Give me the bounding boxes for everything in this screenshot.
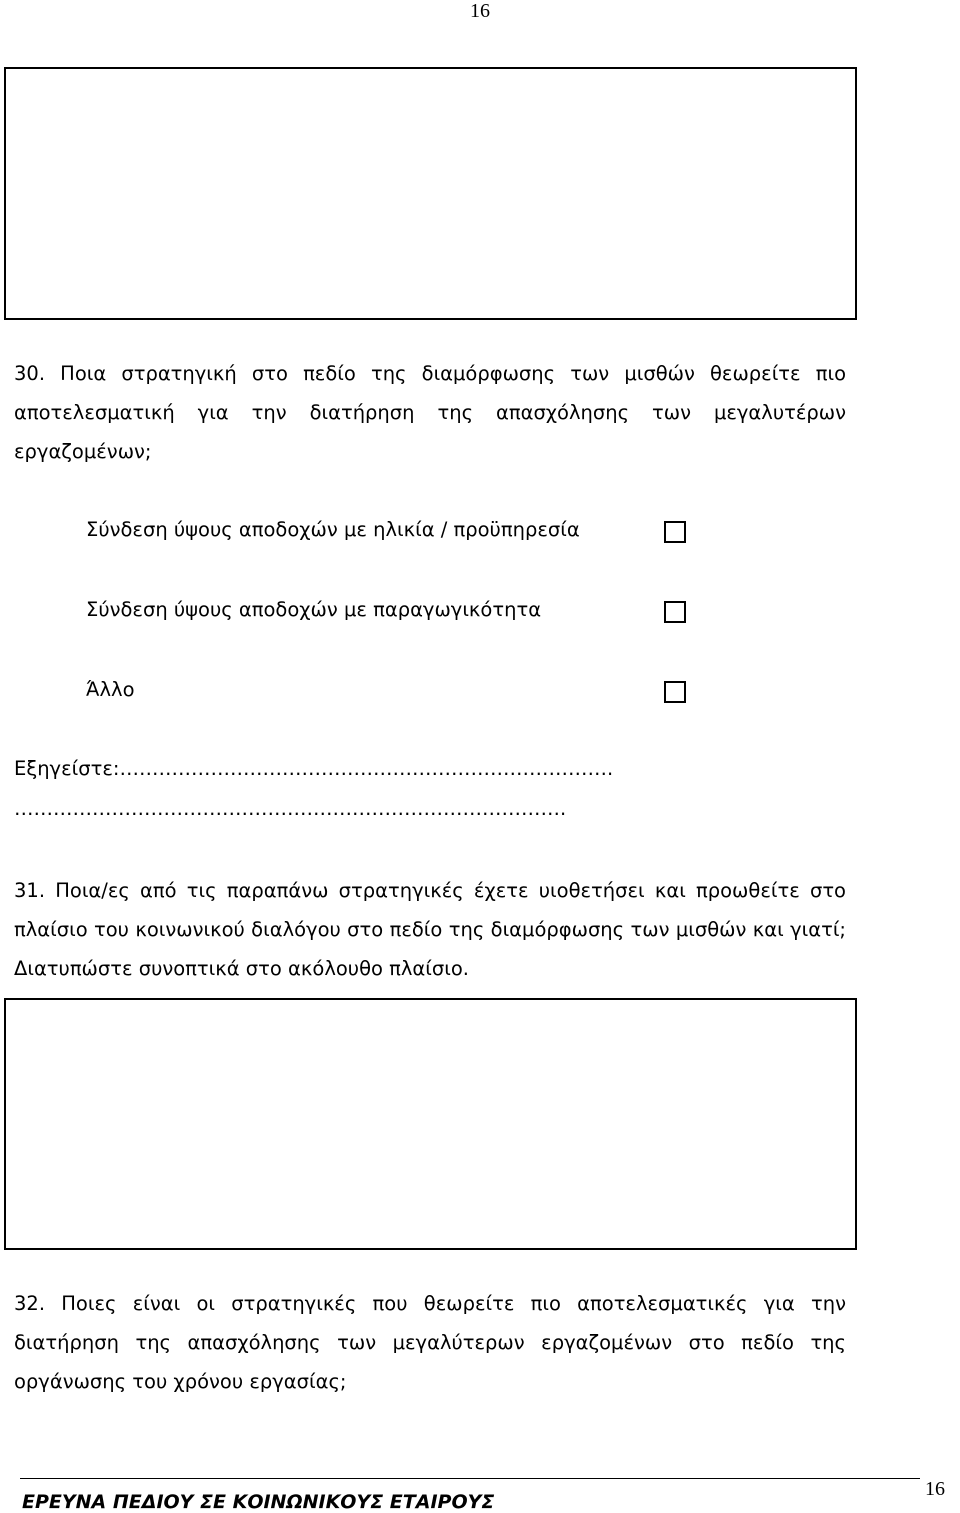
answer-box-q29[interactable] bbox=[4, 67, 857, 320]
checkbox-age-seniority[interactable] bbox=[664, 521, 686, 543]
question-32-text: 32. Ποιες είναι οι στρατηγικές που θεωρείτε πιο αποτελεσματικές για την διατήρηση της απασχόλησης των μεγαλύτερων εργαζομένων στο πεδίο της οργάνωσης του χρόνου εργασίας; bbox=[14, 1292, 846, 1393]
question-31-text: 31. Ποια/ες από τις παραπάνω στρατηγικές έχετε υιοθετήσει και προωθείτε στο πλαίσιο του κοινωνικού διαλόγου στο πεδίο της διαμόρφωσης των μισθών και γιατί; Διατυπώστε συνοπτικά στο ακόλουθο πλαίσιο. bbox=[14, 879, 846, 980]
page-number-top: 16 bbox=[470, 0, 490, 22]
option-label-productivity: Σύνδεση ύψους αποδοχών με παραγωγικότητα bbox=[86, 598, 542, 621]
answer-box-q31[interactable] bbox=[4, 998, 857, 1250]
footer-divider bbox=[20, 1478, 920, 1479]
option-label-other: Άλλο bbox=[86, 678, 135, 701]
explain-dots-2[interactable]: …………………………………………………………………………. bbox=[14, 797, 567, 820]
explain-dots-1: …………………………………………………………………. bbox=[119, 757, 614, 780]
checkbox-other[interactable] bbox=[664, 681, 686, 703]
question-30-text: 30. Ποια στρατηγική στο πεδίο της διαμόρφωσης των μισθών θεωρείτε πιο αποτελεσματική για την διατήρηση της απασχόλησης των μεγαλυτέρων εργαζομένων; bbox=[14, 362, 846, 463]
checkbox-productivity[interactable] bbox=[664, 601, 686, 623]
footer-title: ΕΡΕΥΝΑ ΠΕΔΙΟΥ ΣΕ ΚΟΙΝΩΝΙΚΟΥΣ ΕΤΑΙΡΟΥΣ bbox=[22, 1491, 495, 1513]
footer-page-number: 16 bbox=[925, 1478, 945, 1500]
option-label-age-seniority: Σύνδεση ύψους αποδοχών με ηλικία / προϋπηρεσία bbox=[86, 518, 580, 541]
explain-row[interactable] bbox=[14, 757, 844, 780]
explain-label: Εξηγείστε: bbox=[14, 757, 120, 780]
